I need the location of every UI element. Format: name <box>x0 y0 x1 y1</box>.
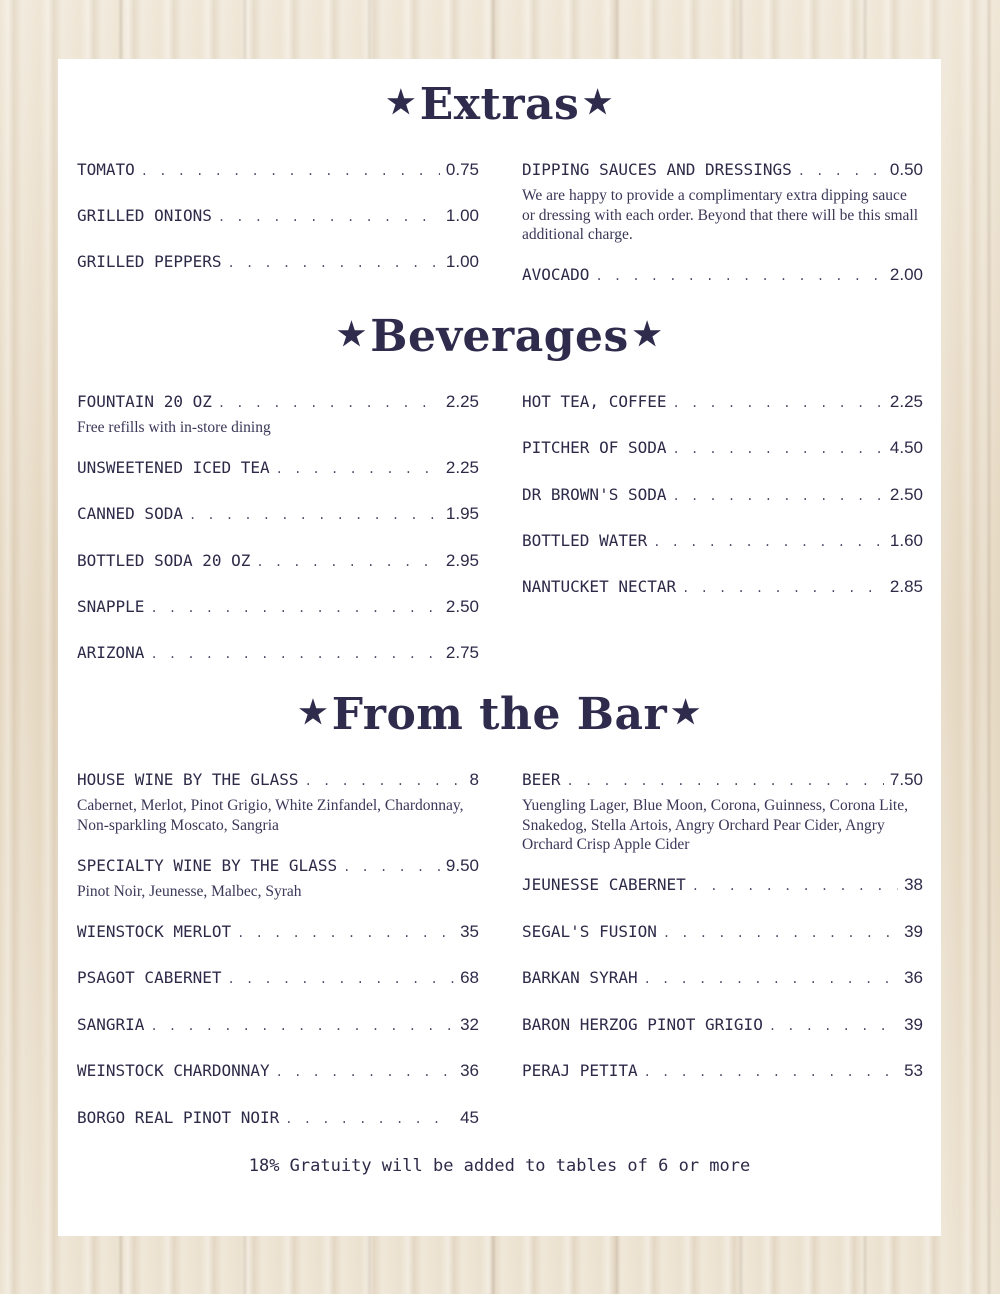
item-name: JEUNESSE CABERNET <box>522 875 686 894</box>
item-name: GRILLED PEPPERS <box>77 252 222 271</box>
menu-item-pitcher-of-soda <box>522 438 923 462</box>
item-description: Free refills with in-store dining <box>77 419 271 436</box>
menu-item-dipping-sauces <box>522 160 923 245</box>
section-title-bar: ★From the Bar ★ <box>298 689 701 740</box>
leader-dots <box>798 164 884 178</box>
item-price: 1.00 <box>445 206 479 225</box>
item-name: BOTTLED WATER <box>522 531 648 550</box>
item-price: 45 <box>460 1108 479 1127</box>
item-name: GRILLED ONIONS <box>77 206 212 225</box>
menu-item-wienstock-merlot <box>77 922 479 946</box>
leader-dots <box>141 164 440 178</box>
leader-dots <box>150 601 439 615</box>
menu-item-barkan-syrah <box>522 968 923 992</box>
item-name: BARON HERZOG PINOT GRIGIO <box>522 1015 763 1034</box>
star-icon: ★ <box>386 82 416 121</box>
menu-item-hot-tea-coffee <box>522 392 923 416</box>
item-price: 39 <box>904 922 923 941</box>
star-icon: ★ <box>671 692 701 731</box>
item-price: 2.25 <box>889 392 923 411</box>
menu-item-beer <box>522 770 923 855</box>
leader-dots <box>769 1019 898 1033</box>
item-name: PSAGOT CABERNET <box>77 968 222 987</box>
item-price: 35 <box>460 922 479 941</box>
item-name: HOUSE WINE BY THE GLASS <box>77 770 299 789</box>
item-name: WIENSTOCK MERLOT <box>77 922 232 941</box>
item-price: 2.75 <box>445 643 479 662</box>
item-name: SEGAL'S FUSION <box>522 922 657 941</box>
item-name: WEINSTOCK CHARDONNAY <box>77 1061 270 1080</box>
leader-dots <box>673 396 884 410</box>
leader-dots <box>595 269 883 283</box>
item-price: 8 <box>469 770 479 789</box>
menu-item-baron-herzog-pinot-grigio <box>522 1015 923 1039</box>
leader-dots <box>237 926 454 940</box>
item-price: 2.25 <box>445 458 479 477</box>
item-description: We are happy to provide a complimentary extra dipping sauce or dressing with each order. Beyond that there will be this small additional charge. <box>522 187 919 243</box>
item-description: Cabernet, Merlot, Pinot Grigio, White Zinfandel, Chardonnay, Non-sparkling Moscato, Sangria <box>77 797 464 834</box>
menu-item-house-wine <box>77 770 479 835</box>
item-name: SPECIALTY WINE BY THE GLASS <box>77 856 338 875</box>
item-price: 1.95 <box>445 504 479 523</box>
item-price: 0.50 <box>889 160 923 179</box>
item-description: Yuengling Lager, Blue Moon, Corona, Guinness, Corona Lite, Snakedog, Stella Artois, Angry Orchard Pear Cider, Angry Orchard Crisp Apple Cider <box>522 797 908 853</box>
item-name: CANNED SODA <box>77 504 183 523</box>
item-name: ARIZONA <box>77 643 145 662</box>
leader-dots <box>644 972 898 986</box>
leader-dots <box>150 1019 454 1033</box>
item-price: 32 <box>460 1015 479 1034</box>
item-name: DR BROWN'S SODA <box>522 485 667 504</box>
menu-item-psagot-cabernet <box>77 968 479 992</box>
item-name: BEER <box>522 770 561 789</box>
menu-item-fountain <box>77 392 479 438</box>
leader-dots <box>692 879 898 893</box>
item-name: BARKAN SYRAH <box>522 968 638 987</box>
item-name: TOMATO <box>77 160 135 179</box>
menu-item-bottled-water <box>522 531 923 555</box>
leader-dots <box>150 647 439 661</box>
leader-dots <box>189 508 440 522</box>
item-description: Pinot Noir, Jeunesse, Malbec, Syrah <box>77 883 302 900</box>
item-price: 36 <box>460 1061 479 1080</box>
leader-dots <box>305 774 464 788</box>
item-price: 9.50 <box>445 856 479 875</box>
leader-dots <box>228 972 455 986</box>
section-title-beverages: ★Beverages ★ <box>337 311 662 362</box>
menu-item-arizona <box>77 643 479 667</box>
item-name: UNSWEETENED ICED TEA <box>77 458 270 477</box>
item-price: 2.25 <box>445 392 479 411</box>
item-price: 2.95 <box>445 551 479 570</box>
menu-item-dr-browns-soda <box>522 485 923 509</box>
item-name: PITCHER OF SODA <box>522 438 667 457</box>
leader-dots <box>228 256 440 270</box>
leader-dots <box>682 581 884 595</box>
item-price: 1.60 <box>889 531 923 550</box>
item-price: 1.00 <box>445 252 479 271</box>
item-price: 0.75 <box>445 160 479 179</box>
item-name: HOT TEA, COFFEE <box>522 392 667 411</box>
menu-item-bottled-soda <box>77 551 479 575</box>
menu-item-tomato <box>77 160 479 184</box>
item-price: 68 <box>460 968 479 987</box>
item-name: SANGRIA <box>77 1015 145 1034</box>
leader-dots <box>276 462 440 476</box>
menu-item-segals-fusion <box>522 922 923 946</box>
item-name: DIPPING SAUCES AND DRESSINGS <box>522 160 792 179</box>
item-price: 36 <box>904 968 923 987</box>
leader-dots <box>653 535 884 549</box>
item-price: 38 <box>904 875 923 894</box>
leader-dots <box>567 774 884 788</box>
star-icon: ★ <box>632 314 662 353</box>
item-price: 53 <box>904 1061 923 1080</box>
leader-dots <box>285 1112 454 1126</box>
leader-dots <box>673 442 884 456</box>
menu-item-peraj-petita <box>522 1061 923 1085</box>
menu-item-nantucket-nectar <box>522 577 923 601</box>
item-name: PERAJ PETITA <box>522 1061 638 1080</box>
item-name: NANTUCKET NECTAR <box>522 577 677 596</box>
section-title-extras: ★Extras ★ <box>386 79 613 130</box>
menu-item-weinstock-chardonnay <box>77 1061 479 1085</box>
leader-dots <box>276 1065 454 1079</box>
menu-item-grilled-peppers <box>77 252 479 276</box>
item-price: 4.50 <box>889 438 923 457</box>
item-name: BORGO REAL PINOT NOIR <box>77 1108 280 1127</box>
item-price: 2.00 <box>889 265 923 284</box>
leader-dots <box>644 1065 898 1079</box>
menu-item-specialty-wine <box>77 856 479 902</box>
item-name: AVOCADO <box>522 265 590 284</box>
menu-item-borgo-real-pinot-noir <box>77 1108 479 1132</box>
menu-item-unsweetened-iced-tea <box>77 458 479 482</box>
menu-item-grilled-onions <box>77 206 479 230</box>
leader-dots <box>673 489 884 503</box>
item-price: 2.50 <box>445 597 479 616</box>
star-icon: ★ <box>298 692 328 731</box>
menu-item-avocado <box>522 265 923 289</box>
menu-card <box>58 59 941 1236</box>
leader-dots <box>218 210 440 224</box>
item-name: BOTTLED SODA 20 OZ <box>77 551 251 570</box>
star-icon: ★ <box>337 314 367 353</box>
leader-dots <box>663 926 898 940</box>
item-name: SNAPPLE <box>77 597 145 616</box>
item-price: 2.85 <box>889 577 923 596</box>
item-price: 7.50 <box>889 770 923 789</box>
leader-dots <box>343 860 440 874</box>
star-icon: ★ <box>583 82 613 121</box>
leader-dots <box>256 555 440 569</box>
menu-item-sangria <box>77 1015 479 1039</box>
menu-item-jeunesse-cabernet <box>522 875 923 899</box>
leader-dots <box>218 396 440 410</box>
gratuity-note: 18% Gratuity will be added to tables of 6 or more <box>248 1156 751 1176</box>
menu-item-snapple <box>77 597 479 621</box>
menu-item-canned-soda <box>77 504 479 528</box>
item-price: 39 <box>904 1015 923 1034</box>
item-name: FOUNTAIN 20 OZ <box>77 392 212 411</box>
item-price: 2.50 <box>889 485 923 504</box>
